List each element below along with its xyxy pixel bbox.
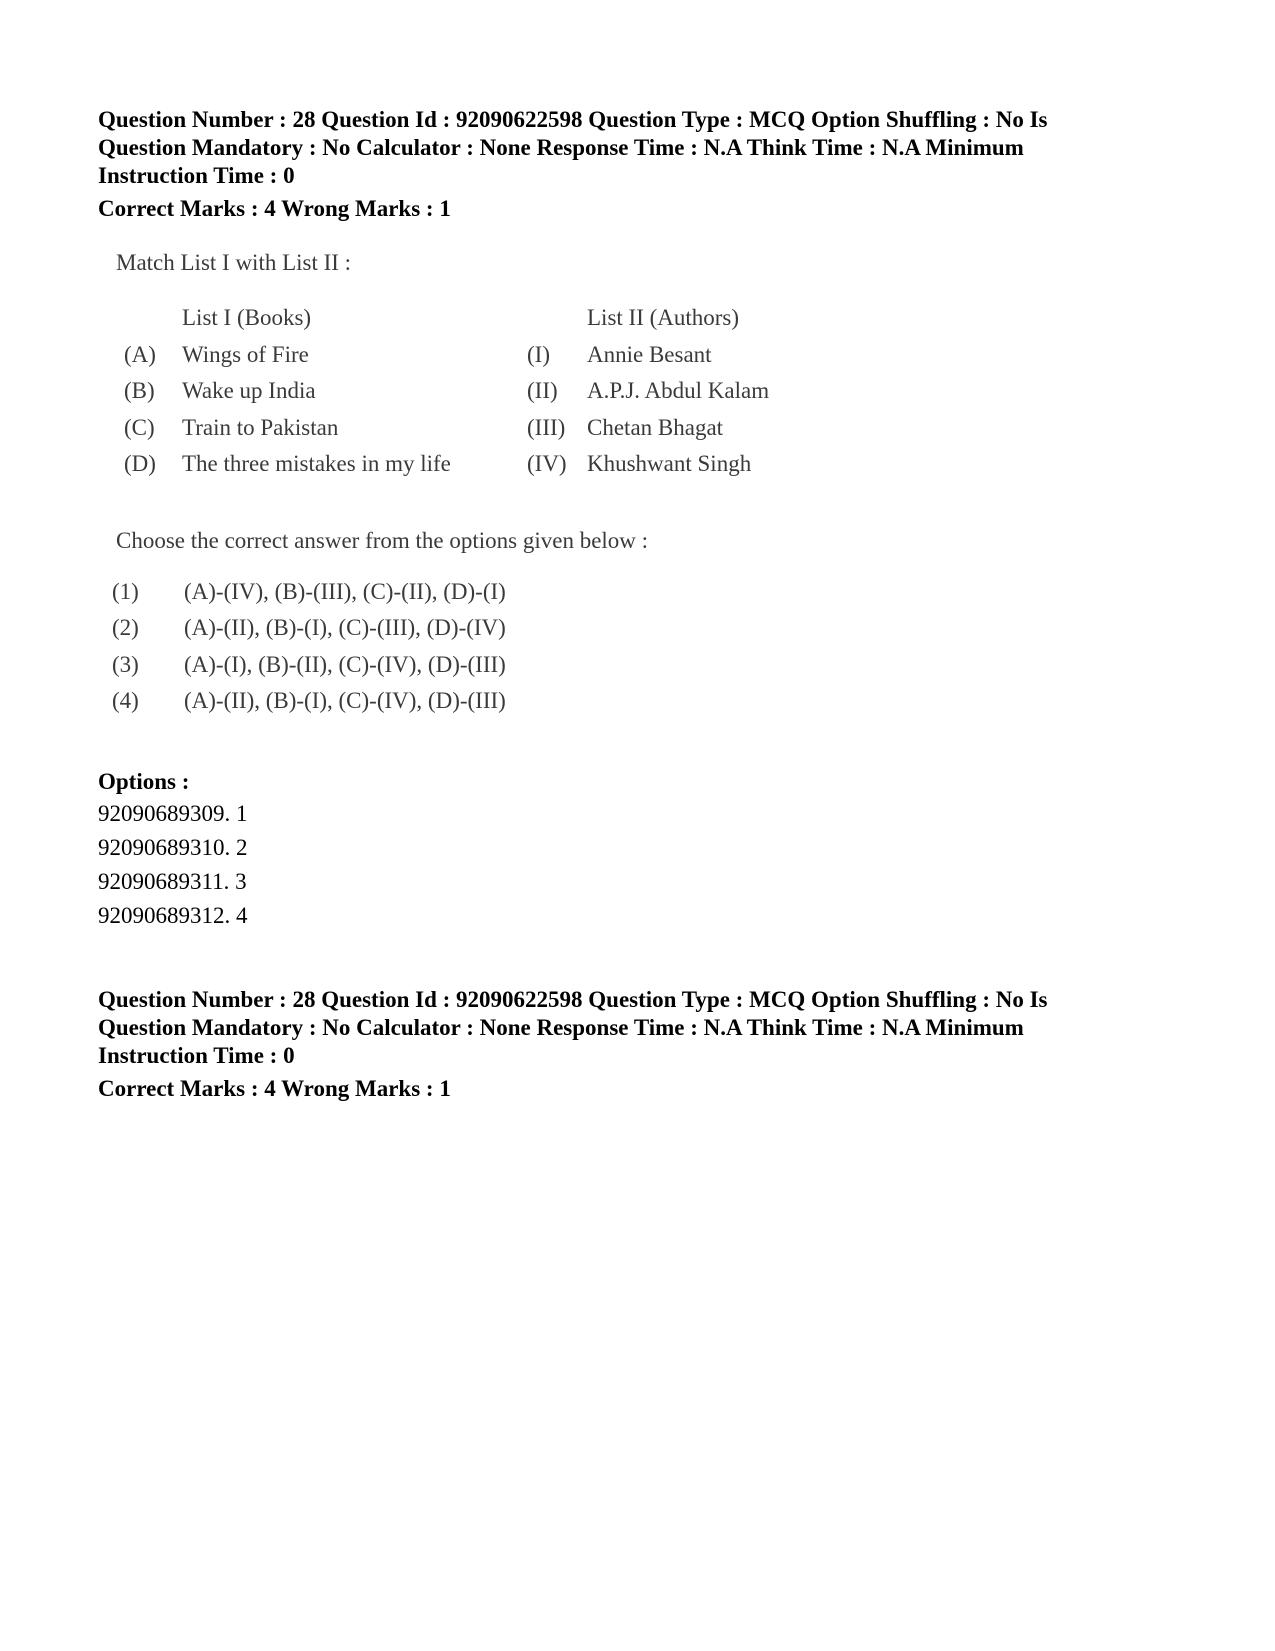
option-item[interactable]: 92090689310. 2 bbox=[98, 835, 248, 860]
answer-choice-text: (A)-(II), (B)-(I), (C)-(III), (D)-(IV) bbox=[184, 615, 506, 640]
question-meta-line-1: Question Number : 28 Question Id : 92090622598 Question Type : MCQ Option Shuffling : No Is bbox=[98, 107, 1048, 132]
answer-choice-number: (4) bbox=[112, 688, 139, 713]
answer-choice-text: (A)-(II), (B)-(I), (C)-(IV), (D)-(III) bbox=[184, 688, 506, 713]
question-meta-line-2: Question Mandatory : No Calculator : None Response Time : N.A Think Time : N.A Minimum bbox=[98, 135, 1024, 160]
question-header bbox=[98, 986, 1178, 1103]
list1-label: (D) bbox=[124, 451, 156, 476]
list2-label: (I) bbox=[527, 342, 550, 367]
list1-item: Wings of Fire bbox=[182, 342, 309, 367]
question-meta-line-3: Instruction Time : 0 bbox=[98, 163, 295, 188]
question-body bbox=[112, 245, 872, 725]
answer-choice-number: (1) bbox=[112, 579, 139, 604]
marks-line: Correct Marks : 4 Wrong Marks : 1 bbox=[98, 1076, 451, 1101]
list2-item: A.P.J. Abdul Kalam bbox=[587, 378, 770, 403]
list2-heading: List II (Authors) bbox=[587, 305, 740, 330]
question-meta-line-1: Question Number : 28 Question Id : 92090622598 Question Type : MCQ Option Shuffling : No Is bbox=[98, 987, 1048, 1012]
option-item[interactable]: 92090689312. 4 bbox=[98, 903, 248, 928]
question-header bbox=[98, 106, 1178, 223]
list1-label: (A) bbox=[124, 342, 156, 367]
choose-instruction: Choose the correct answer from the options given below : bbox=[116, 528, 649, 553]
question-meta-line-2: Question Mandatory : No Calculator : None Response Time : N.A Think Time : N.A Minimum bbox=[98, 1015, 1024, 1040]
question-meta-line-3: Instruction Time : 0 bbox=[98, 1043, 295, 1068]
list2-label: (III) bbox=[527, 415, 566, 440]
list1-heading: List I (Books) bbox=[182, 305, 312, 330]
list2-item: Chetan Bhagat bbox=[587, 415, 724, 440]
option-item[interactable]: 92090689309. 1 bbox=[98, 801, 248, 826]
list2-item: Khushwant Singh bbox=[587, 451, 752, 476]
marks-line: Correct Marks : 4 Wrong Marks : 1 bbox=[98, 196, 451, 221]
answer-choice-text: (A)-(I), (B)-(II), (C)-(IV), (D)-(III) bbox=[184, 652, 506, 677]
list1-item: Train to Pakistan bbox=[182, 415, 339, 440]
options-list bbox=[98, 765, 248, 933]
list1-label: (B) bbox=[124, 378, 155, 403]
list1-item: Wake up India bbox=[182, 378, 316, 403]
list1-item: The three mistakes in my life bbox=[182, 451, 451, 476]
list2-item: Annie Besant bbox=[587, 342, 712, 367]
question-instruction: Match List I with List II : bbox=[116, 250, 352, 275]
list1-label: (C) bbox=[124, 415, 155, 440]
list2-label: (II) bbox=[527, 378, 558, 403]
answer-choice-number: (2) bbox=[112, 615, 139, 640]
list2-label: (IV) bbox=[527, 451, 567, 476]
options-title: Options : bbox=[98, 769, 190, 794]
answer-choice-number: (3) bbox=[112, 652, 139, 677]
answer-choice-text: (A)-(IV), (B)-(III), (C)-(II), (D)-(I) bbox=[184, 579, 506, 604]
option-item[interactable]: 92090689311. 3 bbox=[98, 869, 247, 894]
